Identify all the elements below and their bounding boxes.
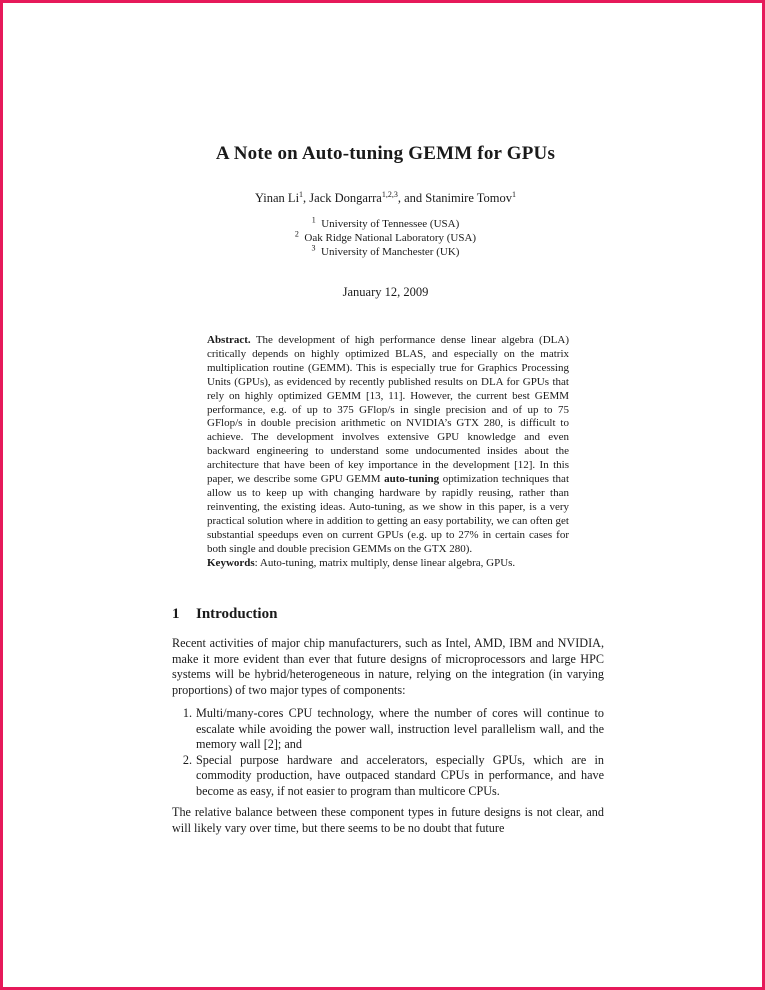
- abstract: [207, 334, 569, 570]
- abstract-text: The development of high performance dense linear algebra (DLA) critically depends on highly optimized BLAS, and especially on the matrix multiplication routine (GEMM). This is especially true for Graphics Processing Units (GPUs), as evidenced by recently published results on DLA for GPUs that rely on highly optimized GEMM [13, 11]. However, the current best GEMM performance, e.g. of up to 375 GFlop/s in single precision and of up to 75 GFlop/s in double precision arithmetic on NVIDIA’s GTX 280, is difficult to achieve. The development involves extensive GPU knowledge and even backward engineering to understand some undocumented insides about the architecture that have been of key importance in the development [12]. In this paper, we describe some GPU GEMM: [207, 334, 569, 486]
- list-number: 1.: [182, 706, 192, 720]
- affiliation-text: University of Manchester (UK): [321, 246, 460, 258]
- author-separator: , and: [397, 191, 426, 205]
- abstract-emphasis: auto-tuning: [384, 473, 440, 486]
- list-text: Multi/many-cores CPU technology, where the number of cores will continue to escalate while avoiding the power wall, instruction level parallelism wall, and the memory wall [2]; and: [196, 706, 604, 752]
- affiliation-mark: 3: [311, 243, 316, 253]
- paragraph: Recent activities of major chip manufacturers, such as Intel, AMD, IBM and NVIDIA, make it more evident than ever that future designs of microprocessors and large HPC systems will be hybrid/heterogeneous in nature, relying on the integration (in varying proportions) of two major types of components:: [172, 636, 604, 697]
- enumerated-list: [172, 706, 604, 800]
- abstract-text: optimization techniques that allow us to keep up with changing hardware by rapidly reusing, rather than reinventing, the existing ideas. Auto-tuning, as we show in this paper, is a very practical solution where in addition to getting an easy portability, we can often get substantial speedups even on current GPUs (e.g. up to 27% in certain cases for both single and double precision GEMMs on the GTX 280).: [207, 473, 570, 555]
- author-affiliation-mark: 1,2,3: [381, 189, 398, 199]
- paper-title: A Note on Auto-tuning GEMM for GPUs: [215, 143, 556, 164]
- affiliation-mark: 1: [311, 215, 316, 225]
- affiliation: [3, 243, 765, 258]
- list-text: Special purpose hardware and accelerators, especially GPUs, which are in commodity production, have outpaced standard CPUs in performance, and have become as easy, if not easier to program than multicore CPUs.: [196, 752, 604, 798]
- keywords-label: Keywords: [207, 556, 255, 569]
- author-name: Yinan Li: [254, 191, 300, 205]
- affiliation-text: University of Tennessee (USA): [321, 218, 460, 230]
- paragraph: The relative balance between these component types in future designs is not clear, and will likely vary over time, but there seems to be no doubt that future: [172, 805, 604, 835]
- keywords-text: : Auto-tuning, matrix multiply, dense linear algebra, GPUs.: [254, 556, 516, 569]
- list-item: [172, 753, 604, 800]
- author-affiliation-mark: 1: [299, 189, 304, 199]
- affiliation: [3, 215, 765, 230]
- affiliation: [3, 229, 765, 244]
- paper-date: January 12, 2009: [342, 285, 429, 299]
- list-number: 2.: [182, 752, 192, 767]
- author-affiliation-mark: 1: [512, 189, 517, 199]
- section-number: 1: [172, 606, 180, 622]
- section-heading: [172, 606, 277, 623]
- author-list: [3, 191, 765, 206]
- section-title: Introduction: [196, 606, 278, 622]
- affiliation-text: Oak Ridge National Laboratory (USA): [304, 232, 477, 244]
- abstract-label: Abstract.: [207, 334, 251, 346]
- list-item: [172, 706, 604, 753]
- affiliation-mark: 2: [294, 229, 299, 239]
- author-name: Stanimire Tomov: [425, 191, 513, 205]
- author-name: Jack Dongarra: [309, 191, 382, 205]
- author-separator: ,: [303, 191, 310, 205]
